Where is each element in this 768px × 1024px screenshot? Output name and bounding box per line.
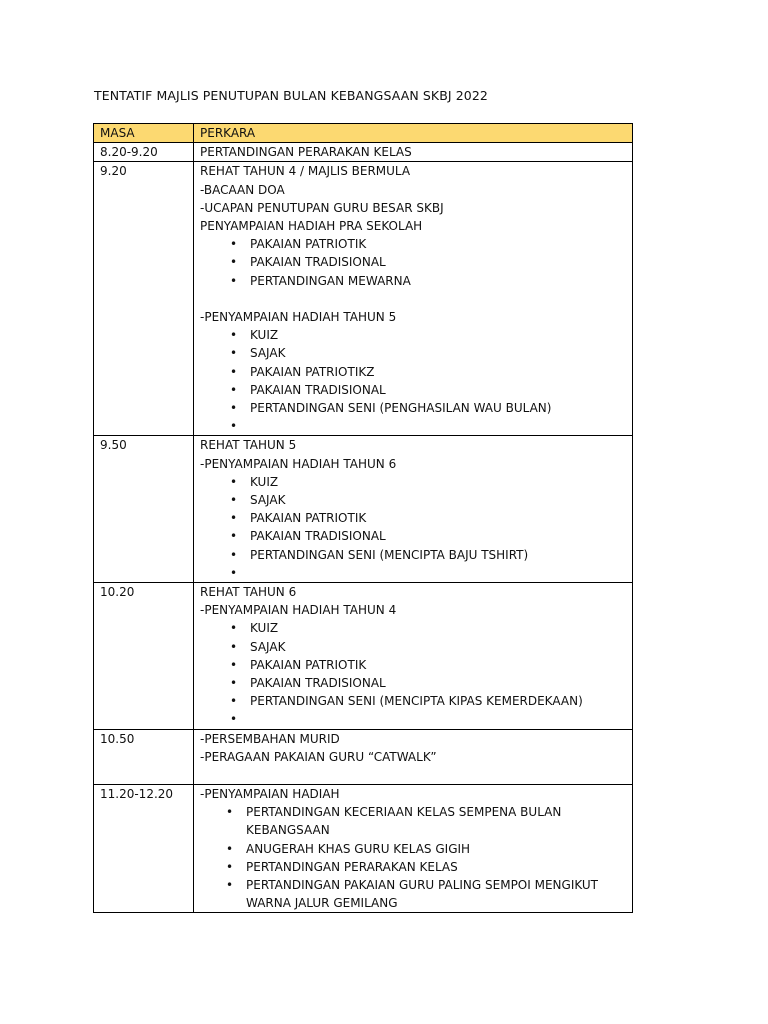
list-item: • PERTANDINGAN PERARAKAN KELAS bbox=[200, 858, 626, 876]
item-line: -PERSEMBAHAN MURID bbox=[200, 731, 340, 746]
time-cell: 9.20 bbox=[94, 162, 194, 436]
bullet-list bbox=[200, 619, 626, 728]
table-row bbox=[94, 729, 633, 785]
table-row bbox=[94, 436, 633, 583]
time-cell: 10.50 bbox=[94, 729, 194, 785]
bullet-icon: • bbox=[230, 675, 238, 690]
table-row bbox=[94, 785, 633, 913]
bullet-icon: • bbox=[230, 529, 238, 544]
item-line: PENYAMPAIAN HADIAH PRA SEKOLAH bbox=[200, 218, 423, 233]
bullet-list bbox=[200, 473, 626, 582]
bullet-icon: • bbox=[230, 712, 238, 727]
list-item: • PERTANDINGAN MEWARNA bbox=[200, 272, 626, 290]
item-line: -BACAAN DOA bbox=[200, 182, 285, 197]
list-item: • KUIZ bbox=[200, 473, 626, 491]
list-item: • KUIZ bbox=[200, 326, 626, 344]
list-item bbox=[200, 417, 626, 435]
item-line: -PERAGAAN PAKAIAN GURU “CATWALK” bbox=[200, 749, 437, 764]
list-item: • PAKAIAN PATRIOTIK bbox=[200, 656, 626, 674]
list-item: • PAKAIAN TRADISIONAL bbox=[200, 253, 626, 271]
list-item bbox=[200, 564, 626, 582]
bullet-icon: • bbox=[226, 805, 234, 820]
bullet-icon: • bbox=[230, 364, 238, 379]
bullet-icon: • bbox=[230, 657, 238, 672]
bullet-list bbox=[200, 235, 626, 290]
bullet-icon: • bbox=[230, 474, 238, 489]
item-line: PERTANDINGAN PERARAKAN KELAS bbox=[200, 145, 412, 160]
list-item: • PERTANDINGAN KECERIAAN KELAS SEMPENA BULAN KEBANGSAAN bbox=[226, 805, 562, 838]
bullet-icon: • bbox=[230, 639, 238, 654]
item-cell bbox=[194, 729, 633, 785]
list-item: • PAKAIAN PATRIOTIKZ bbox=[200, 363, 626, 381]
bullet-icon: • bbox=[230, 492, 238, 507]
schedule-table bbox=[93, 123, 633, 913]
time-cell: 9.50 bbox=[94, 436, 194, 583]
bullet-icon: • bbox=[230, 328, 238, 343]
list-item: • PAKAIAN PATRIOTIK bbox=[200, 509, 626, 527]
list-item: • PERTANDINGAN SENI (MENCIPTA BAJU TSHIRT) bbox=[200, 546, 626, 564]
list-item: • PAKAIAN TRADISIONAL bbox=[200, 527, 626, 545]
item-line: REHAT TAHUN 6 bbox=[200, 584, 297, 599]
bullet-icon: • bbox=[230, 621, 238, 636]
list-item: • SAJAK bbox=[200, 344, 626, 362]
list-item: • PAKAIAN TRADISIONAL bbox=[200, 674, 626, 692]
bullet-list bbox=[200, 803, 626, 912]
item-line: -PENYAMPAIAN HADIAH TAHUN 5 bbox=[200, 309, 397, 324]
item-line: REHAT TAHUN 4 / MAJLIS BERMULA bbox=[200, 164, 411, 179]
list-item bbox=[200, 710, 626, 728]
item-cell bbox=[194, 436, 633, 583]
item-line: -PENYAMPAIAN HADIAH TAHUN 4 bbox=[200, 603, 397, 618]
bullet-icon: • bbox=[230, 547, 238, 562]
bullet-list bbox=[200, 326, 626, 435]
list-item: • ANUGERAH KHAS GURU KELAS GIGIH bbox=[200, 840, 626, 858]
document-title: TENTATIF MAJLIS PENUTUPAN BULAN KEBANGSAAN SKBJ 2022 bbox=[94, 88, 488, 103]
item-cell bbox=[194, 162, 633, 436]
item-line: REHAT TAHUN 5 bbox=[200, 438, 297, 453]
time-cell: 8.20-9.20 bbox=[94, 143, 194, 162]
item-cell bbox=[194, 143, 633, 162]
list-item: • KUIZ bbox=[200, 619, 626, 637]
time-cell: 11.20-12.20 bbox=[94, 785, 194, 913]
header-row bbox=[94, 124, 633, 143]
time-cell: 10.20 bbox=[94, 582, 194, 729]
bullet-icon: • bbox=[230, 346, 238, 361]
item-line: -PENYAMPAIAN HADIAH bbox=[200, 787, 340, 802]
item-line: -PENYAMPAIAN HADIAH TAHUN 6 bbox=[200, 456, 397, 471]
bullet-icon: • bbox=[226, 859, 234, 874]
item-cell bbox=[194, 582, 633, 729]
bullet-icon: • bbox=[230, 255, 238, 270]
bullet-icon: • bbox=[230, 694, 238, 709]
list-item: • PERTANDINGAN SENI (MENCIPTA KIPAS KEMERDEKAAN) bbox=[200, 692, 626, 710]
blank-line bbox=[200, 290, 626, 308]
item-cell bbox=[194, 785, 633, 913]
item-line: -UCAPAN PENUTUPAN GURU BESAR SKBJ bbox=[200, 200, 444, 215]
bullet-icon: • bbox=[230, 237, 238, 252]
table-row bbox=[94, 582, 633, 729]
bullet-icon: • bbox=[226, 878, 234, 893]
bullet-icon: • bbox=[230, 565, 238, 580]
header-item: PERKARA bbox=[194, 124, 633, 143]
bullet-icon: • bbox=[230, 273, 238, 288]
list-item: • PAKAIAN PATRIOTIK bbox=[200, 235, 626, 253]
bullet-icon: • bbox=[230, 419, 238, 434]
bullet-icon: • bbox=[230, 400, 238, 415]
bullet-icon: • bbox=[230, 382, 238, 397]
list-item: • SAJAK bbox=[200, 638, 626, 656]
bullet-icon: • bbox=[230, 511, 238, 526]
table-row bbox=[94, 162, 633, 436]
blank-line bbox=[200, 766, 626, 784]
list-item: • SAJAK bbox=[200, 491, 626, 509]
table-row bbox=[94, 143, 633, 162]
bullet-icon: • bbox=[226, 841, 234, 856]
list-item: • PERTANDINGAN PAKAIAN GURU PALING SEMPOI MENGIKUT WARNA JALUR GEMILANG bbox=[226, 878, 599, 911]
list-item: • PAKAIAN TRADISIONAL bbox=[200, 381, 626, 399]
header-time: MASA bbox=[94, 124, 194, 143]
list-item: • PERTANDINGAN SENI (PENGHASILAN WAU BULAN) bbox=[200, 399, 626, 417]
